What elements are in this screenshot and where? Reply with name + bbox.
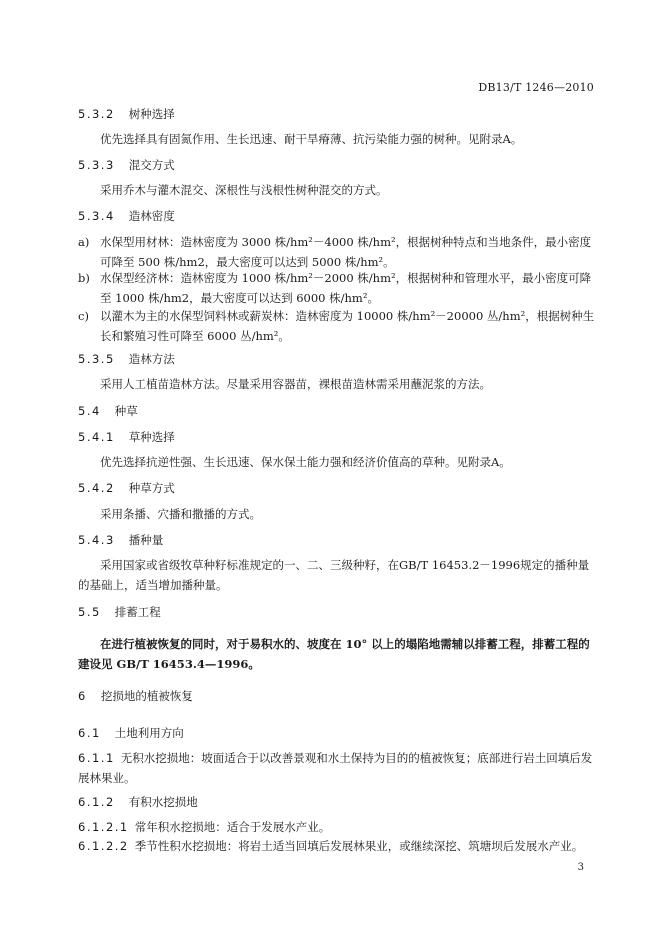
section-number: 6.1.2 [78,795,115,809]
section-number: 6.1 [78,726,101,740]
section-title: 播种量 [128,533,164,547]
clause-number: 6.1.1 [78,751,115,765]
paragraph-grass-selection: 优先选择抗逆性强、生长迅速、保水保土能力强和经济价值高的草种。见附录A。 [100,455,511,469]
section-title: 造林方法 [128,352,175,366]
heading-5-4 [78,401,598,421]
document-id: DB13/T 1246—2010 [478,81,594,94]
list-line-2: 可降至 500 株/hm2，最大密度可以达到 5000 株/hm²。 [100,255,395,269]
clause-text: 无积水挖损地：坡面适合于以改善景观和水土保持为目的的植被恢复；底部进行岩土回填后发展林果业。 [78,751,593,785]
section-title: 排蓄工程 [114,605,161,619]
section-title: 混交方式 [128,158,175,172]
section-number: 5.4 [78,404,101,418]
section-number: 5.3.3 [78,158,115,172]
section-number: 5.5 [78,605,101,619]
heading-5-3-2 [78,104,598,124]
clause-6-1-2-1 [78,817,598,837]
list-line-2: 长和繁殖习性可降至 6000 丛/hm²。 [100,329,290,343]
heading-5-3-5 [78,349,598,369]
clause-text: 常年积水挖损地：适合于发展水产业。 [134,820,331,834]
heading-6 [78,686,598,706]
heading-5-3-3 [78,155,598,175]
section-title: 草种选择 [128,430,175,444]
list-line-2: 至 1000 株/hm2，最大密度可以达到 6000 株/hm²。 [100,291,379,305]
page-number: 3 [577,862,584,873]
section-title: 土地利用方向 [114,726,184,740]
heading-5-3-4 [78,206,598,226]
section-title: 造林密度 [128,209,175,223]
section-number: 5.3.5 [78,352,115,366]
section-number: 5.4.1 [78,430,115,444]
heading-5-5 [78,602,598,622]
clause-text: 季节性积水挖损地：将岩土适当回填后发展林果业，或继续深挖、筑塘坝后发展水产业。 [134,839,584,853]
section-title: 种草 [114,404,138,418]
heading-5-4-2 [78,478,598,498]
heading-6-1 [78,723,598,743]
list-item-c [78,306,598,346]
section-title: 有积水挖损地 [128,795,198,809]
list-line-1: 以灌木为主的水保型饲料林或薪炭林：造林密度为 10000 株/hm²－20000 丛/hm²，根据树种生 [100,309,595,323]
clause-number: 6.1.2.1 [78,820,129,834]
section-title: 挖损地的植被恢复 [100,689,193,703]
clause-6-1-2-2 [78,836,598,856]
paragraph-afforestation-method: 采用人工植苗造林方法。尽量采用容器苗，裸根苗造林需采用蘸泥浆的方法。 [100,377,491,391]
section-title: 树种选择 [128,107,175,121]
paragraph-grass-method: 采用条播、穴播和撒播的方式。 [100,507,261,521]
section-number: 5.4.2 [78,481,115,495]
heading-5-4-3 [78,530,598,550]
paragraph-tree-selection: 优先选择具有固氮作用、生长迅速、耐干旱瘠薄、抗污染能力强的树种。见附录A。 [100,132,523,146]
list-item-b [78,268,598,308]
paragraph-drainage: 在进行植被恢复的同时，对于易积水的、坡度在 10° 以上的塌陷地需辅以排蓄工程，排蓄工程的建设见 GB/T 16453.4—1996。 [78,637,590,671]
list-label: b) [78,271,90,285]
paragraph-mixing-method: 采用乔木与灌木混交、深根性与浅根性树种混交的方式。 [100,183,388,197]
list-item-a [78,232,598,272]
list-line-1: 水保型经济林：造林密度为 1000 株/hm²－2000 株/hm²，根据树种和管理水平，最小密度可降 [100,271,592,285]
list-label: a) [78,235,90,249]
clause-6-1-1 [78,748,598,788]
list-line-1: 水保型用材林：造林密度为 3000 株/hm²－4000 株/hm²，根据树种特点和当地条件，最小密度 [100,235,592,249]
section-title: 种草方式 [128,481,175,495]
section-number: 5.4.3 [78,533,115,547]
heading-6-1-2 [78,792,598,812]
heading-5-4-1 [78,427,598,447]
section-number: 5.3.2 [78,107,115,121]
clause-number: 6.1.2.2 [78,839,129,853]
section-number: 5.3.4 [78,209,115,223]
paragraph-seeding-rate: 采用国家或省级牧草种籽标准规定的一、二、三级种籽，在GB/T 16453.2－1996规定的播种量的基础上，适当增加播种量。 [78,558,590,592]
list-label: c) [78,309,89,323]
section-number: 6 [78,689,87,703]
